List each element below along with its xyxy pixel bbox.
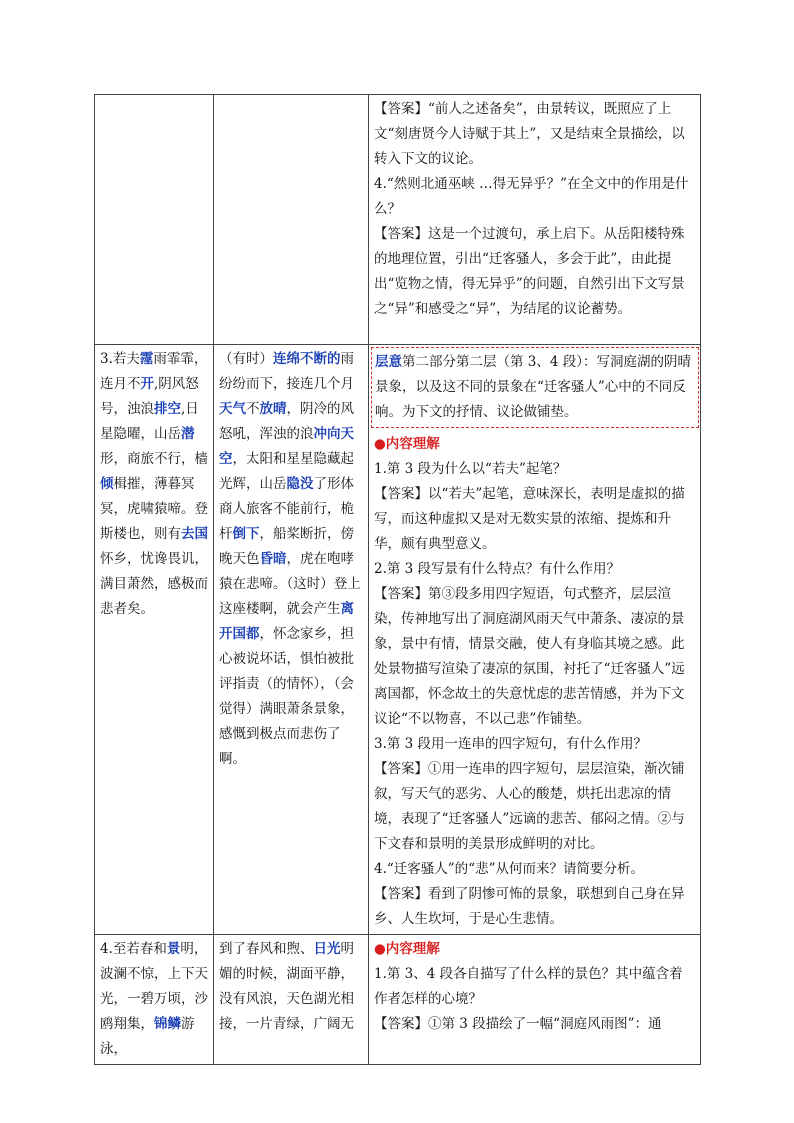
table-row — [95, 95, 701, 345]
original-text — [100, 347, 209, 622]
question-paragraph: 4.“然则北通巫峡 …得无异乎？”在全文中的作用是什么？ — [374, 176, 689, 217]
answer-paragraph: 【答案】①第 3 段描绘了一幅“洞庭风雨图”：通 — [374, 1016, 662, 1032]
translation-text — [219, 937, 364, 1037]
text-run: 雨纷纷而下，接连几个月 — [219, 351, 354, 392]
answer-paragraph: 【答案】以“若夫”起笔，意味深长，表明是虚拟的描写，而这种虚拟又是对无数实景的浓缩、提炼和升华，颇有典型意义。 — [374, 486, 685, 552]
keyword: 放晴 — [259, 401, 287, 417]
keyword: 霪 — [139, 351, 154, 367]
red-dot-icon: ● — [374, 436, 386, 452]
original-text — [100, 937, 209, 1062]
question-paragraph: 1.第 3 段为什么以“若夫”起笔？ — [374, 461, 567, 477]
keyword: 潜 — [181, 426, 195, 442]
text-run: 游泳， — [100, 1016, 195, 1057]
text-run: ，太阳和星星隐藏起光辉，山岳 — [219, 451, 354, 492]
text-run: ，船桨断折，傍晚天色 — [219, 526, 354, 567]
keyword: 冲向天空 — [219, 426, 354, 467]
answer-paragraph: 【答案】这是一个过渡句，承上启下。从岳阳楼特殊的地理位置，引出“迁客骚人，多会于此”，由此提出“览物之情，得无异乎”的问题，自然引出下文写景之“异”和感受之“异”，为结尾的议论蓄势。 — [374, 226, 685, 317]
text-run: 楫摧，薄暮冥冥，虎啸猿啼。登斯楼也，则有 — [100, 476, 208, 542]
keyword: 连绵不断的 — [273, 351, 341, 367]
text-run: 了形体商人旅客不能前行，桅杆 — [219, 476, 354, 542]
original-text-cell — [95, 935, 214, 1065]
text-run: ,日星隐曜，山岳 — [100, 401, 199, 442]
keyword: 昏暗 — [259, 551, 287, 567]
analysis-cell — [369, 935, 701, 1065]
text-run: 3.若夫 — [100, 351, 140, 367]
text-run: 雨霏霏，连月不 — [100, 351, 208, 392]
text-run: ,阴风怒号，浊浪 — [100, 376, 199, 417]
table-row — [95, 935, 701, 1065]
text-run: 到了春风和煦、 — [219, 941, 314, 957]
layer-meaning-box — [371, 347, 699, 428]
section-heading: ●内容理解 — [374, 436, 440, 452]
text-run: 明媚的时候，湖面平静，没有风浪，天色湖光相接，一片青绿，广阔无 — [219, 941, 354, 1032]
text-run: 不 — [246, 401, 260, 417]
keyword: 排空 — [154, 401, 181, 417]
question-paragraph: 4.“迁客骚人”的“悲”从何而来？请简要分析。 — [374, 861, 644, 877]
keyword: 隐没 — [286, 476, 314, 492]
section-heading: ●内容理解 — [374, 941, 440, 957]
layer-meaning-text: 第二部分第二层（第 3、4 段）：写洞庭湖的阴晴景象，以及这不同的景象在“迁客骚人”心中的不同反响。为下文的抒情、议论做铺垫。 — [375, 354, 692, 420]
translation-cell — [214, 95, 369, 345]
translation-cell — [214, 345, 369, 935]
answer-paragraph: 【答案】看到了阴惨可怖的景象，联想到自己身在异乡、人生坎坷，于是心生悲情。 — [374, 886, 685, 927]
question-paragraph: 3.第 3 段用一连串的四字短句，有什么作用？ — [374, 736, 648, 752]
original-text-cell — [95, 95, 214, 345]
text-run: 形，商旅不行，樯 — [100, 451, 208, 467]
keyword: 倾 — [100, 476, 114, 492]
layer-meaning-label: 层意 — [375, 354, 402, 370]
original-text-cell — [95, 345, 214, 935]
answer-paragraph: 【答案】①用一连串的四字短句，层层渲染，渐次铺叙，写天气的恶劣、人心的酸楚，烘托出悲凉的情境，表现了“迁客骚人”远谪的悲苦、郁闷之情。②与下文春和景明的美景形成鲜明的对比。 — [374, 761, 685, 852]
analysis-cell — [369, 345, 701, 935]
keyword: 天气 — [219, 401, 246, 417]
keyword: 日光 — [313, 941, 341, 957]
keyword: 去国 — [181, 526, 208, 542]
text-run: （有时） — [219, 351, 273, 367]
analysis-cell — [369, 95, 701, 345]
keyword: 锦鳞 — [154, 1016, 181, 1032]
text-run: 4.至若春和 — [100, 941, 167, 957]
question-paragraph: 2.第 3 段写景有什么特点？有什么作用？ — [374, 561, 621, 577]
text-run: ，虎在咆哮猿在悲啼。（这时）登上这座楼啊，就会产生 — [219, 551, 361, 617]
text-run: ，怀念家乡，担心被说坏话，惧怕被批评指责（的情怀），（会觉得）满眼萧条景象，感慨到极点而悲伤了啊。 — [219, 626, 354, 767]
keyword: 景 — [166, 941, 181, 957]
question-paragraph: 1.第 3、4 段各自描写了什么样的景色？其中蕴含着作者怎样的心境？ — [374, 966, 683, 1007]
translation-cell — [214, 935, 369, 1065]
table-row — [95, 345, 701, 935]
text-run: 怀乡，忧谗畏讥，满目萧然，感极而悲者矣。 — [100, 551, 208, 617]
content-table — [94, 94, 701, 1065]
keyword: 倒下 — [232, 526, 260, 542]
keyword: 离开国都 — [219, 601, 354, 642]
answer-paragraph: 【答案】第③段多用四字短语，句式整齐，层层渲染，传神地写出了洞庭湖风雨天气中萧条、凄凉的景象，景中有情，情景交融，使人有身临其境之感。此处景物描写渲染了凄凉的氛围，衬托了“迁客骚人”远离国都，怀念故土的失意忧虑的悲苦情感，并为下文议论“不以物喜，不以己悲”作铺垫。 — [374, 586, 685, 727]
translation-text — [219, 347, 364, 772]
answer-paragraph: 【答案】“前人之述备矣”，由景转议，既照应了上文“刻唐贤今人诗赋于其上”，又是结束全景描绘，以转入下文的议论。 — [374, 101, 685, 167]
text-run: 明，波澜不惊，上下天光，一碧万顷，沙鸥翔集， — [100, 941, 208, 1032]
keyword: 开 — [140, 376, 154, 392]
text-run: ，阴冷的风怒吼，浑浊的浪 — [219, 401, 354, 442]
red-dot-icon: ● — [374, 941, 386, 957]
